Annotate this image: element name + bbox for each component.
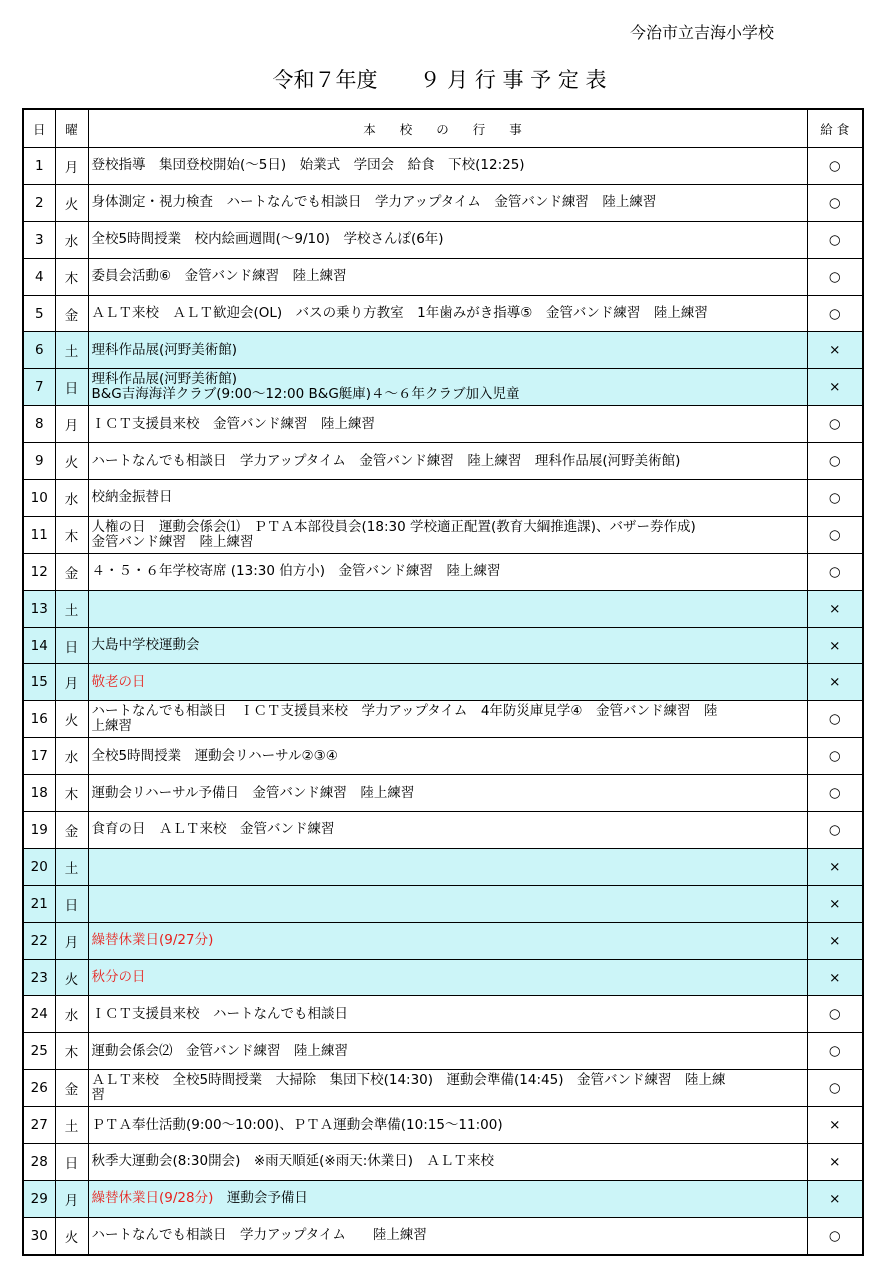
schedule-row xyxy=(23,1217,863,1254)
schedule-row xyxy=(23,959,863,996)
meal-cell: ○ xyxy=(807,258,863,295)
weekday-cell: 木 xyxy=(55,1033,88,1070)
day-cell: 4 xyxy=(23,258,55,295)
day-cell: 5 xyxy=(23,295,55,332)
weekday-cell: 木 xyxy=(55,258,88,295)
events-cell xyxy=(88,738,807,775)
weekday-cell: 月 xyxy=(55,406,88,443)
weekday-cell: 日 xyxy=(55,369,88,406)
day-cell: 12 xyxy=(23,553,55,590)
meal-cell: ○ xyxy=(807,406,863,443)
meal-cell: ○ xyxy=(807,1070,863,1107)
events-text: ハートなんでも相談日 学力アップタイム 金管バンド練習 陸上練習 理科作品展(河野美術館) xyxy=(91,452,681,469)
header-day: 日 xyxy=(23,109,55,148)
meal-cell: × xyxy=(807,885,863,922)
weekday-cell: 土 xyxy=(55,1107,88,1144)
school-name: 今治市立吉海小学校 xyxy=(630,23,775,42)
events-text: 理科作品展(河野美術館) xyxy=(91,341,238,358)
schedule-row xyxy=(23,443,863,480)
events-text: ハートなんでも相談日 学力アップタイム 陸上練習 xyxy=(91,1227,427,1244)
schedule-row xyxy=(23,885,863,922)
schedule-row xyxy=(23,221,863,258)
day-cell: 10 xyxy=(23,480,55,517)
events-text: 全校5時間授業 校内絵画週間(～9/10) 学校さんぽ(6年) xyxy=(91,231,444,248)
meal-cell: ○ xyxy=(807,1033,863,1070)
header-row xyxy=(23,109,863,148)
schedule-row xyxy=(23,812,863,849)
events-text: 理科作品展(河野美術館) B&G吉海海洋クラブ(9:00～12:00 B&G艇庫)４～６年クラブ加入児童 xyxy=(91,371,520,403)
weekday-cell: 水 xyxy=(55,996,88,1033)
events-text: 人権の日 運動会係会⑴ ＰＴＡ本部役員会(18:30 学校適正配置(教育大綱推進課)、バザー券作成) 金管バンド練習 陸上練習 xyxy=(91,518,696,550)
schedule-row xyxy=(23,627,863,664)
events-text: 運動会リハーサル予備日 金管バンド練習 陸上練習 xyxy=(91,784,415,801)
events-cell xyxy=(88,553,807,590)
holiday-text: 秋分の日 xyxy=(91,969,146,986)
events-text: 登校指導 集団登校開始(～5日) 始業式 学団会 給食 下校(12:25) xyxy=(91,157,525,174)
day-cell: 9 xyxy=(23,443,55,480)
schedule-row xyxy=(23,738,863,775)
meal-cell: ○ xyxy=(807,295,863,332)
meal-cell: ○ xyxy=(807,184,863,221)
weekday-cell: 木 xyxy=(55,775,88,812)
weekday-cell: 日 xyxy=(55,1144,88,1181)
events-text: 委員会活動⑥ 金管バンド練習 陸上練習 xyxy=(91,268,347,285)
day-cell: 6 xyxy=(23,332,55,369)
day-cell: 26 xyxy=(23,1070,55,1107)
meal-cell: × xyxy=(807,627,863,664)
events-text: 身体測定・視力検査 ハートなんでも相談日 学力アップタイム 金管バンド練習 陸上練習 xyxy=(91,194,657,211)
weekday-cell: 金 xyxy=(55,553,88,590)
events-text: ＡＬＴ来校 全校5時間授業 大掃除 集団下校(14:30) 運動会準備(14:45) 金管バンド練習 陸上練 習 xyxy=(91,1072,726,1104)
day-cell: 3 xyxy=(23,221,55,258)
meal-cell: ○ xyxy=(807,1217,863,1254)
day-cell: 1 xyxy=(23,148,55,185)
events-text: ＡＬＴ来校 ＡＬＴ歓迎会(OL) バスの乗り方教室 1年歯みがき指導⑤ 金管バンド練習 陸上練習 xyxy=(91,305,708,321)
schedule-row xyxy=(23,406,863,443)
schedule-row xyxy=(23,148,863,185)
events-text: 校納金振替日 xyxy=(91,489,173,506)
events-cell xyxy=(88,406,807,443)
events-cell xyxy=(88,812,807,849)
events-cell xyxy=(88,996,807,1033)
day-cell: 17 xyxy=(23,738,55,775)
meal-cell: ○ xyxy=(807,443,863,480)
weekday-cell: 火 xyxy=(55,701,88,738)
schedule-row xyxy=(23,1070,863,1107)
meal-cell: × xyxy=(807,590,863,627)
events-text: 運動会係会⑵ 金管バンド練習 陸上練習 xyxy=(91,1042,348,1059)
day-cell: 20 xyxy=(23,848,55,885)
events-cell xyxy=(88,1033,807,1070)
meal-cell: ○ xyxy=(807,996,863,1033)
schedule-row xyxy=(23,1180,863,1217)
events-cell xyxy=(88,701,807,738)
events-cell xyxy=(88,480,807,517)
schedule-row xyxy=(23,1107,863,1144)
day-cell: 8 xyxy=(23,406,55,443)
meal-cell: × xyxy=(807,332,863,369)
weekday-cell: 日 xyxy=(55,885,88,922)
events-text: 食育の日 ＡＬＴ来校 金管バンド練習 xyxy=(91,821,335,838)
meal-cell: × xyxy=(807,1107,863,1144)
day-cell: 25 xyxy=(23,1033,55,1070)
schedule-row xyxy=(23,1144,863,1181)
meal-cell: ○ xyxy=(807,738,863,775)
schedule-row xyxy=(23,590,863,627)
meal-cell: ○ xyxy=(807,516,863,553)
weekday-cell: 水 xyxy=(55,480,88,517)
day-cell: 7 xyxy=(23,369,55,406)
weekday-cell: 土 xyxy=(55,590,88,627)
schedule-row xyxy=(23,553,863,590)
meal-cell: ○ xyxy=(807,775,863,812)
events-cell xyxy=(88,848,807,885)
schedule-row xyxy=(23,996,863,1033)
events-cell xyxy=(88,148,807,185)
weekday-cell: 火 xyxy=(55,443,88,480)
day-cell: 18 xyxy=(23,775,55,812)
events-text: 秋季大運動会(8:30開会) ※雨天順延(※雨天:休業日) ＡＬＴ来校 xyxy=(91,1153,495,1170)
schedule-row xyxy=(23,295,863,332)
events-text: ＰＴＡ奉仕活動(9:00～10:00)、ＰＴＡ運動会準備(10:15～11:00) xyxy=(91,1116,503,1133)
day-cell: 28 xyxy=(23,1144,55,1181)
events-cell xyxy=(88,775,807,812)
events-cell xyxy=(88,664,807,701)
meal-cell: × xyxy=(807,664,863,701)
schedule-table xyxy=(22,108,864,1256)
weekday-cell: 月 xyxy=(55,922,88,959)
events-text: ハートなんでも相談日 ＩＣＴ支援員来校 学力アップタイム 4年防災庫見学④ 金管バンド練習 陸 上練習 xyxy=(91,703,718,735)
events-text: 全校5時間授業 運動会リハーサル②③④ xyxy=(91,747,338,764)
header-events: 本 校 の 行 事 xyxy=(88,109,807,148)
meal-cell: × xyxy=(807,848,863,885)
meal-cell: ○ xyxy=(807,480,863,517)
meal-cell: × xyxy=(807,1180,863,1217)
header-meal: 給 食 xyxy=(807,109,863,148)
weekday-cell: 水 xyxy=(55,738,88,775)
weekday-cell: 月 xyxy=(55,148,88,185)
events-cell xyxy=(88,590,807,627)
schedule-row xyxy=(23,848,863,885)
events-cell xyxy=(88,922,807,959)
events-cell xyxy=(88,332,807,369)
events-cell xyxy=(88,959,807,996)
schedule-row xyxy=(23,516,863,553)
meal-cell: × xyxy=(807,959,863,996)
weekday-cell: 金 xyxy=(55,812,88,849)
events-cell xyxy=(88,1144,807,1181)
events-cell xyxy=(88,1070,807,1107)
schedule-row xyxy=(23,184,863,221)
weekday-cell: 火 xyxy=(55,959,88,996)
holiday-text: 繰替休業日(9/27分) xyxy=(91,932,214,949)
meal-cell: × xyxy=(807,922,863,959)
holiday-text: 繰替休業日(9/28分) xyxy=(91,1190,227,1207)
holiday-text: 敬老の日 xyxy=(91,673,146,690)
page-title: 令和７年度 ９ 月 行 事 予 定 表 xyxy=(272,68,607,92)
events-cell xyxy=(88,443,807,480)
weekday-cell: 火 xyxy=(55,184,88,221)
events-cell xyxy=(88,885,807,922)
meal-cell: × xyxy=(807,369,863,406)
day-cell: 2 xyxy=(23,184,55,221)
events-text: ＩＣＴ支援員来校 金管バンド練習 陸上練習 xyxy=(91,415,375,432)
events-cell xyxy=(88,516,807,553)
events-cell xyxy=(88,627,807,664)
meal-cell: ○ xyxy=(807,812,863,849)
meal-cell: ○ xyxy=(807,148,863,185)
day-cell: 13 xyxy=(23,590,55,627)
meal-cell: ○ xyxy=(807,701,863,738)
day-cell: 15 xyxy=(23,664,55,701)
schedule-row xyxy=(23,664,863,701)
weekday-cell: 金 xyxy=(55,1070,88,1107)
weekday-cell: 日 xyxy=(55,627,88,664)
schedule-row xyxy=(23,775,863,812)
schedule-row xyxy=(23,701,863,738)
header-weekday: 曜 xyxy=(55,109,88,148)
day-cell: 11 xyxy=(23,516,55,553)
events-cell xyxy=(88,369,807,406)
day-cell: 23 xyxy=(23,959,55,996)
events-cell xyxy=(88,1217,807,1254)
events-text: 大島中学校運動会 xyxy=(91,637,200,654)
schedule-row xyxy=(23,369,863,406)
events-cell xyxy=(88,184,807,221)
weekday-cell: 木 xyxy=(55,516,88,553)
day-cell: 27 xyxy=(23,1107,55,1144)
day-cell: 14 xyxy=(23,627,55,664)
meal-cell: ○ xyxy=(807,221,863,258)
events-text: ＩＣＴ支援員来校 ハートなんでも相談日 xyxy=(91,1005,348,1022)
meal-cell: ○ xyxy=(807,553,863,590)
schedule-row xyxy=(23,922,863,959)
day-cell: 22 xyxy=(23,922,55,959)
day-cell: 19 xyxy=(23,812,55,849)
events-cell xyxy=(88,258,807,295)
day-cell: 24 xyxy=(23,996,55,1033)
schedule-row xyxy=(23,332,863,369)
weekday-cell: 金 xyxy=(55,295,88,332)
events-cell xyxy=(88,1107,807,1144)
weekday-cell: 水 xyxy=(55,221,88,258)
day-cell: 21 xyxy=(23,885,55,922)
schedule-row xyxy=(23,1033,863,1070)
events-text: ４・５・６年学校寄席 (13:30 伯方小) 金管バンド練習 陸上練習 xyxy=(91,563,501,580)
day-cell: 16 xyxy=(23,701,55,738)
events-cell xyxy=(88,221,807,258)
meal-cell: × xyxy=(807,1144,863,1181)
schedule-row xyxy=(23,480,863,517)
events-text: 運動会予備日 xyxy=(226,1190,308,1207)
weekday-cell: 月 xyxy=(55,664,88,701)
day-cell: 30 xyxy=(23,1217,55,1254)
weekday-cell: 土 xyxy=(55,848,88,885)
schedule-row xyxy=(23,258,863,295)
day-cell: 29 xyxy=(23,1180,55,1217)
weekday-cell: 月 xyxy=(55,1180,88,1217)
weekday-cell: 火 xyxy=(55,1217,88,1254)
events-cell xyxy=(88,1180,807,1217)
events-cell xyxy=(88,295,807,332)
weekday-cell: 土 xyxy=(55,332,88,369)
